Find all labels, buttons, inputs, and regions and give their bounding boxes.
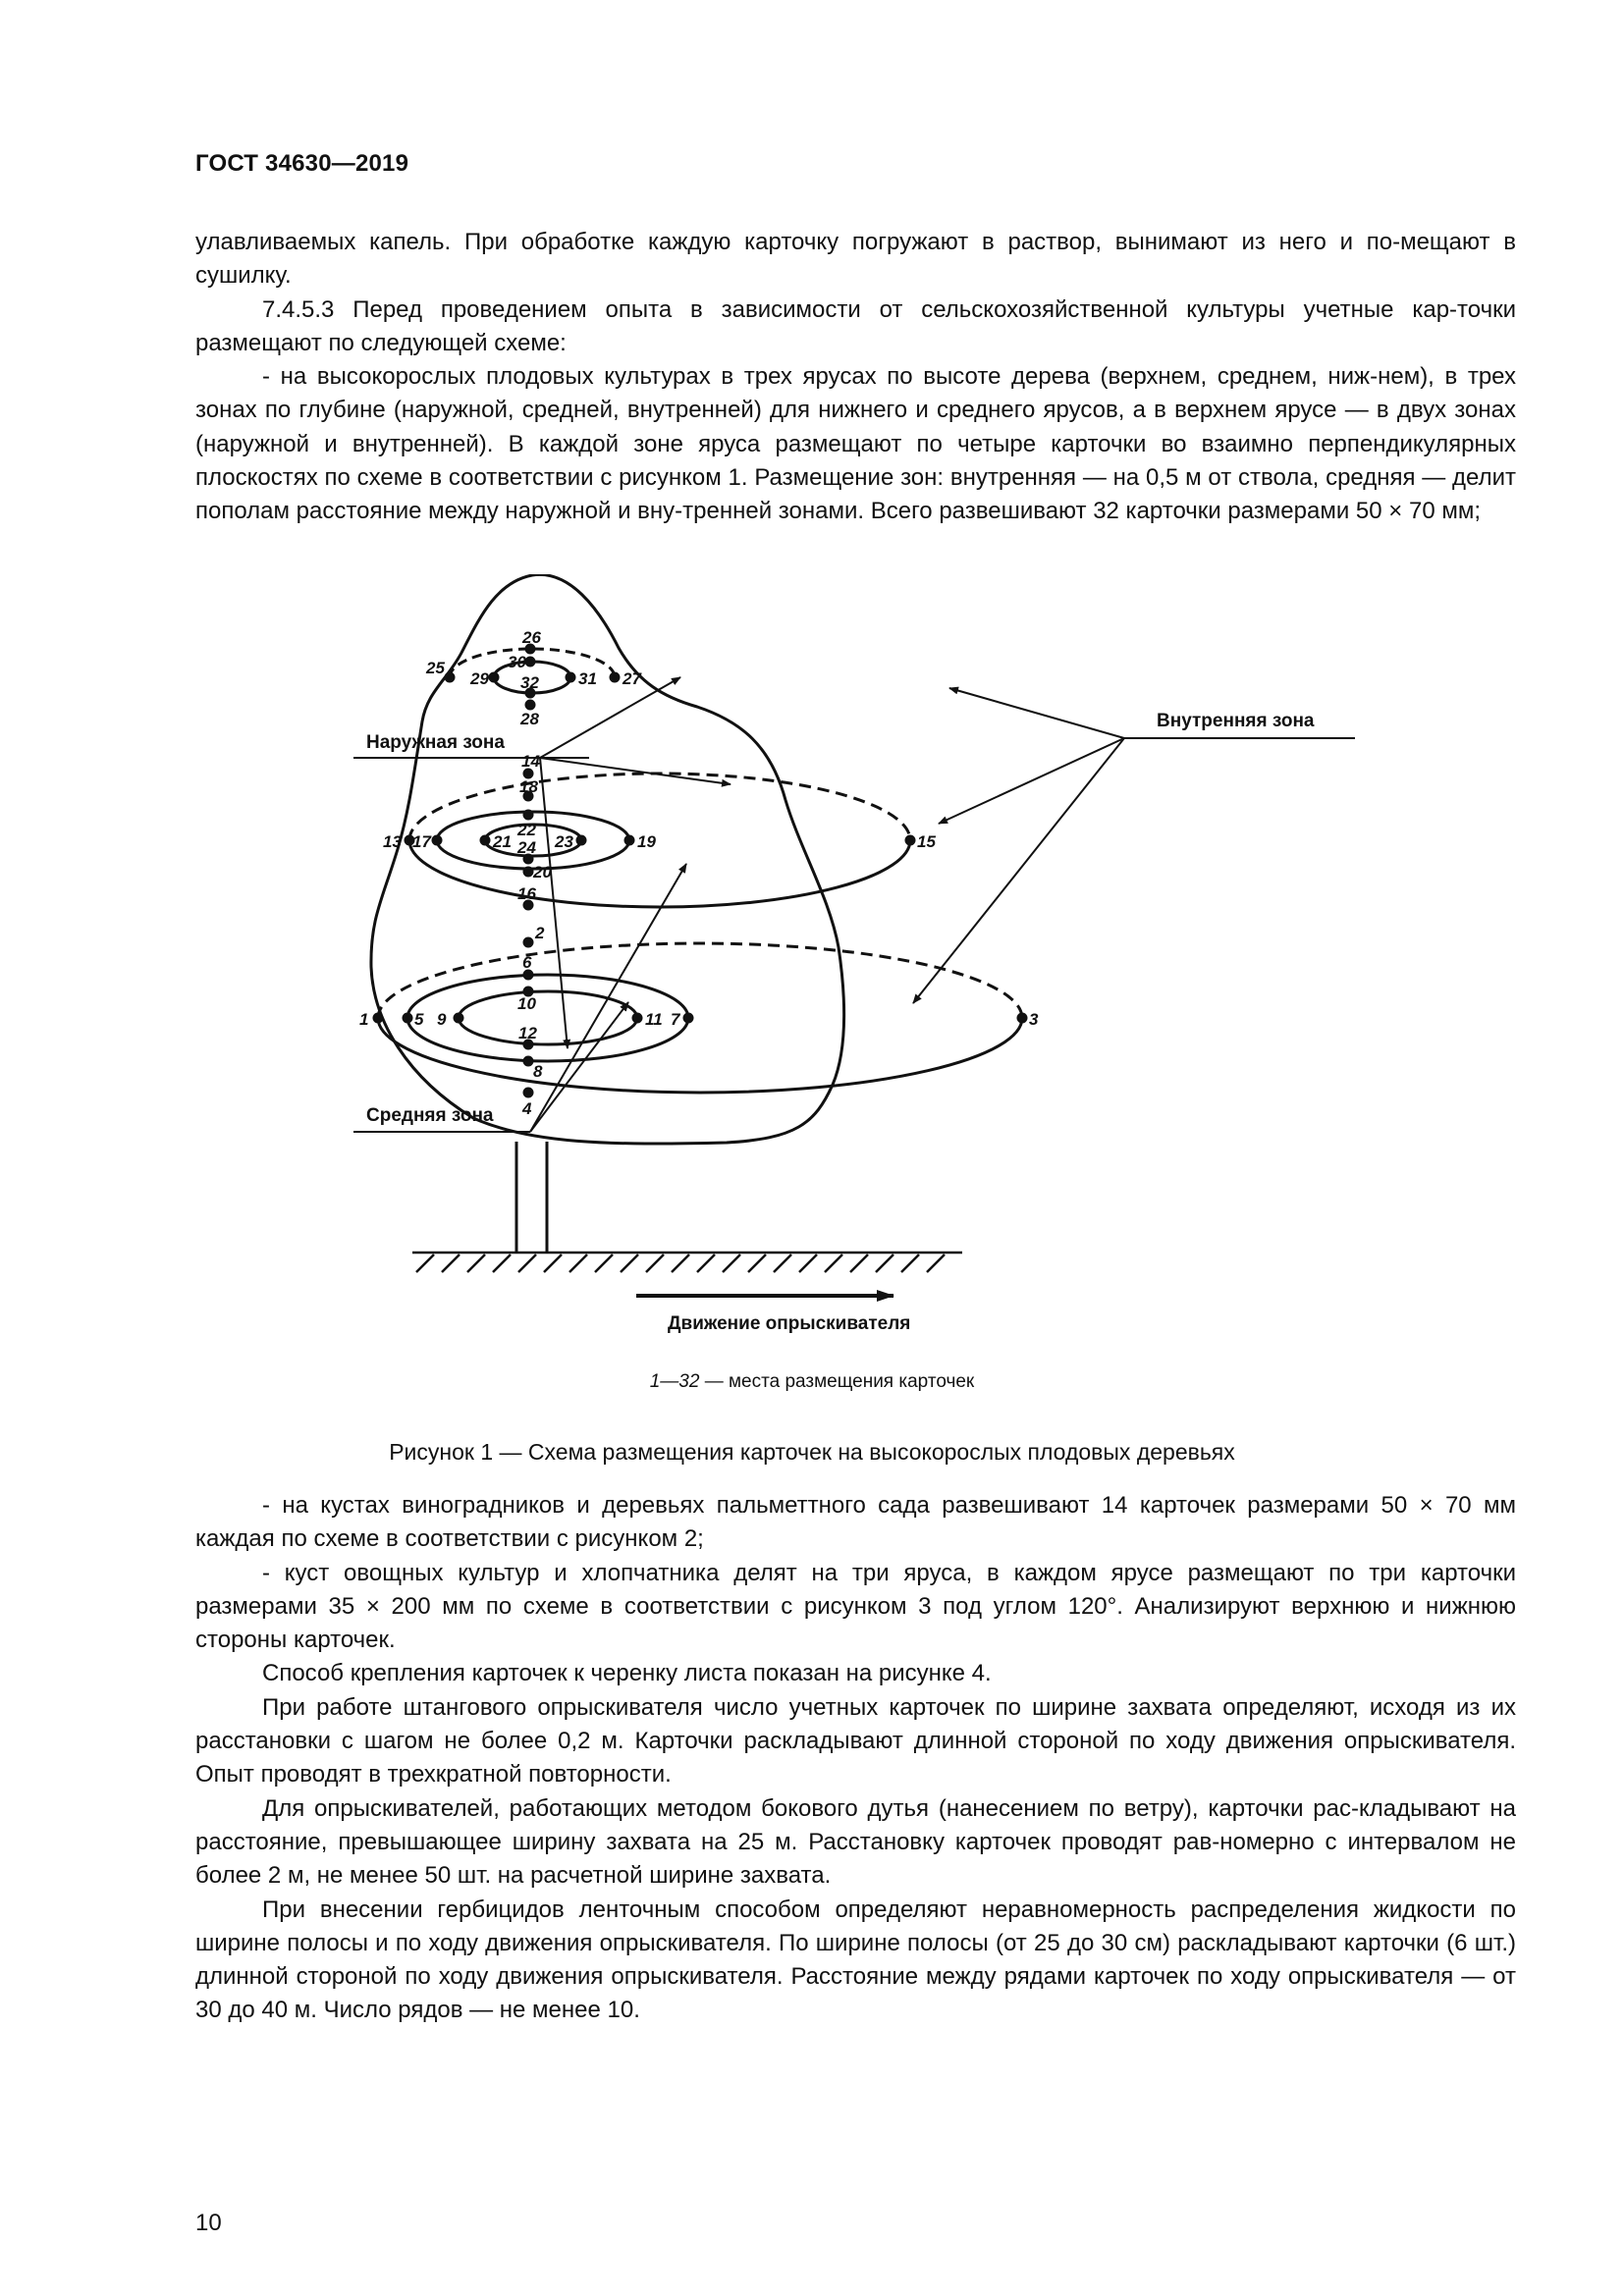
zone-label-inner: Внутренняя зона — [1157, 711, 1315, 731]
point-28 — [525, 700, 536, 711]
point-label: 19 — [637, 832, 656, 851]
point-21 — [480, 835, 491, 846]
point-22 — [523, 810, 534, 821]
card-points — [373, 644, 1028, 1098]
mid-outer-front — [409, 840, 910, 907]
point-label: 2 — [535, 924, 545, 942]
legend-text: — места размещения карточек — [699, 1371, 975, 1392]
point-9 — [454, 1013, 464, 1024]
point-label: 9 — [437, 1010, 447, 1029]
point-label: 5 — [414, 1010, 424, 1029]
point-label: 22 — [517, 821, 536, 839]
zone-label-outer: Наружная зона — [366, 732, 505, 753]
point-label: 12 — [518, 1024, 537, 1042]
point-1 — [373, 1013, 384, 1024]
point-29 — [489, 672, 500, 683]
point-label: 14 — [521, 752, 540, 771]
point-31 — [566, 672, 576, 683]
figure-legend — [0, 1371, 1624, 1393]
point-label: 10 — [517, 994, 536, 1013]
point-8 — [523, 1056, 534, 1067]
figure-caption: Рисунок 1 — Схема размещения карточек на высокорослых плодовых деревьях — [389, 1439, 1235, 1465]
paragraph: - на высокорослых плодовых культурах в трех ярусах по высоте дерева (верхнем, среднем, ниж-нем), в трех зонах по глубине (наружной, средней, внутренней) для нижнего и среднего ярусов, а в верхнем ярусе — в двух зонах (наружной и внутренней). В каждой зоне яруса размещают по четыре карточки во взаимно перпендикулярных плоскостях по схеме в соответствии с рисунком 1. Размещение зон: внутренняя — на 0,5 м от ствола, средняя — делит пополам расстояние между наружной и вну-тренней зонами. Всего развешивают 32 карточки размерами 50 × 70 мм; — [195, 363, 1516, 525]
paragraph: При внесении гербицидов ленточным способом определяют неравномерность распределения жидкости по ширине полосы и по ходу движения опрыскивателя. По ширине полосы (от 25 до 30 см) раскладывают карточки (6 шт.) длинной стороной по ходу движения опрыскивателя. Расстояние между рядами карточек по ходу опрыскивателя — от 30 до 40 м. Число рядов — не менее 10. — [195, 1896, 1516, 2024]
paragraph: улавливаемых капель. При обработке каждую карточку погружают в раствор, вынимают из него и по-мещают в сушилку. — [195, 229, 1516, 290]
point-5 — [403, 1013, 413, 1024]
point-label: 13 — [383, 832, 402, 851]
point-label: 25 — [426, 659, 445, 677]
zone-label-middle: Средняя зона — [366, 1105, 494, 1126]
point-label: 28 — [520, 710, 539, 728]
point-25 — [445, 672, 456, 683]
ground-line — [412, 1253, 962, 1272]
point-label: 23 — [555, 832, 573, 851]
point-4 — [523, 1088, 534, 1098]
point-7 — [683, 1013, 694, 1024]
point-label: 1 — [359, 1010, 369, 1029]
point-label: 29 — [470, 669, 489, 688]
tree-trunk — [516, 1142, 547, 1252]
point-2 — [523, 937, 534, 948]
paragraph: Способ крепления карточек к черенку листа показан на рисунке 4. — [262, 1660, 992, 1687]
legend-range: 1—32 — [649, 1371, 700, 1392]
point-15 — [905, 835, 916, 846]
movement-label: Движение опрыскивателя — [668, 1313, 911, 1334]
point-label: 17 — [412, 832, 431, 851]
point-17 — [432, 835, 443, 846]
point-label: 27 — [623, 669, 641, 688]
body-text-top — [195, 226, 1516, 529]
point-23 — [576, 835, 587, 846]
point-label: 30 — [508, 653, 526, 671]
point-label: 31 — [578, 669, 597, 688]
point-label: 15 — [917, 832, 936, 851]
point-label: 18 — [519, 777, 538, 796]
point-20 — [523, 867, 534, 878]
point-11 — [632, 1013, 643, 1024]
mid-outer-back — [409, 774, 910, 840]
point-19 — [624, 835, 635, 846]
figure-1-tree-scheme — [353, 574, 1355, 1350]
paragraph: - куст овощных культур и хлопчатника делят на три яруса, в каждом ярусе размещают по три карточки размерами 35 × 200 мм по схеме в соответствии с рисунком 3 под углом 120°. Анализируют верхнюю и нижнюю стороны карточек. — [195, 1559, 1516, 1654]
point-label: 11 — [645, 1010, 663, 1029]
point-label: 6 — [522, 953, 532, 972]
point-30 — [525, 657, 536, 667]
paragraph: Для опрыскивателей, работающих методом бокового дутья (нанесением по ветру), карточки рас-кладывают на расстояние, превышающее ширину захвата на 25 м. Расстановку карточек проводят рав-номерно с интервалом не более 2 м, не менее 50 шт. на расчетной ширине захвата. — [195, 1794, 1516, 1890]
paragraph: - на кустах виноградников и деревьях пальметтного сада развешивают 14 карточек размерами 50 × 70 мм каждая по схеме в соответствии с рисунком 2; — [195, 1492, 1516, 1553]
card-point-labels — [359, 628, 1039, 1118]
tree-diagram — [353, 574, 1355, 1350]
point-label: 26 — [522, 628, 541, 647]
paragraph: При работе штангового опрыскивателя число учетных карточек по ширине захвата определяют, исходя из их расстановки с шагом не более 0,2 м. Карточки раскладывают длинной стороной по ходу движения опрыскивателя. Опыт проводят в трехкратной повторности. — [195, 1693, 1516, 1789]
point-label: 3 — [1029, 1010, 1039, 1029]
page-number: 10 — [195, 2210, 222, 2236]
point-label: 32 — [520, 673, 539, 692]
point-label: 24 — [517, 838, 536, 857]
point-label: 7 — [671, 1010, 680, 1029]
paragraph: 7.4.5.3 Перед проведением опыта в зависимости от сельскохозяйственной культуры учетные кар-точки размещают по следующей схеме: — [195, 295, 1516, 356]
point-label: 16 — [517, 884, 536, 903]
point-label: 8 — [533, 1062, 543, 1081]
document-header: ГОСТ 34630—2019 — [195, 150, 409, 177]
point-label: 20 — [533, 863, 552, 881]
body-text-bottom — [195, 1489, 1516, 2028]
point-label: 21 — [493, 832, 512, 851]
point-label: 4 — [522, 1099, 532, 1118]
point-27 — [610, 672, 621, 683]
bot-inner — [459, 991, 637, 1044]
point-3 — [1017, 1013, 1028, 1024]
